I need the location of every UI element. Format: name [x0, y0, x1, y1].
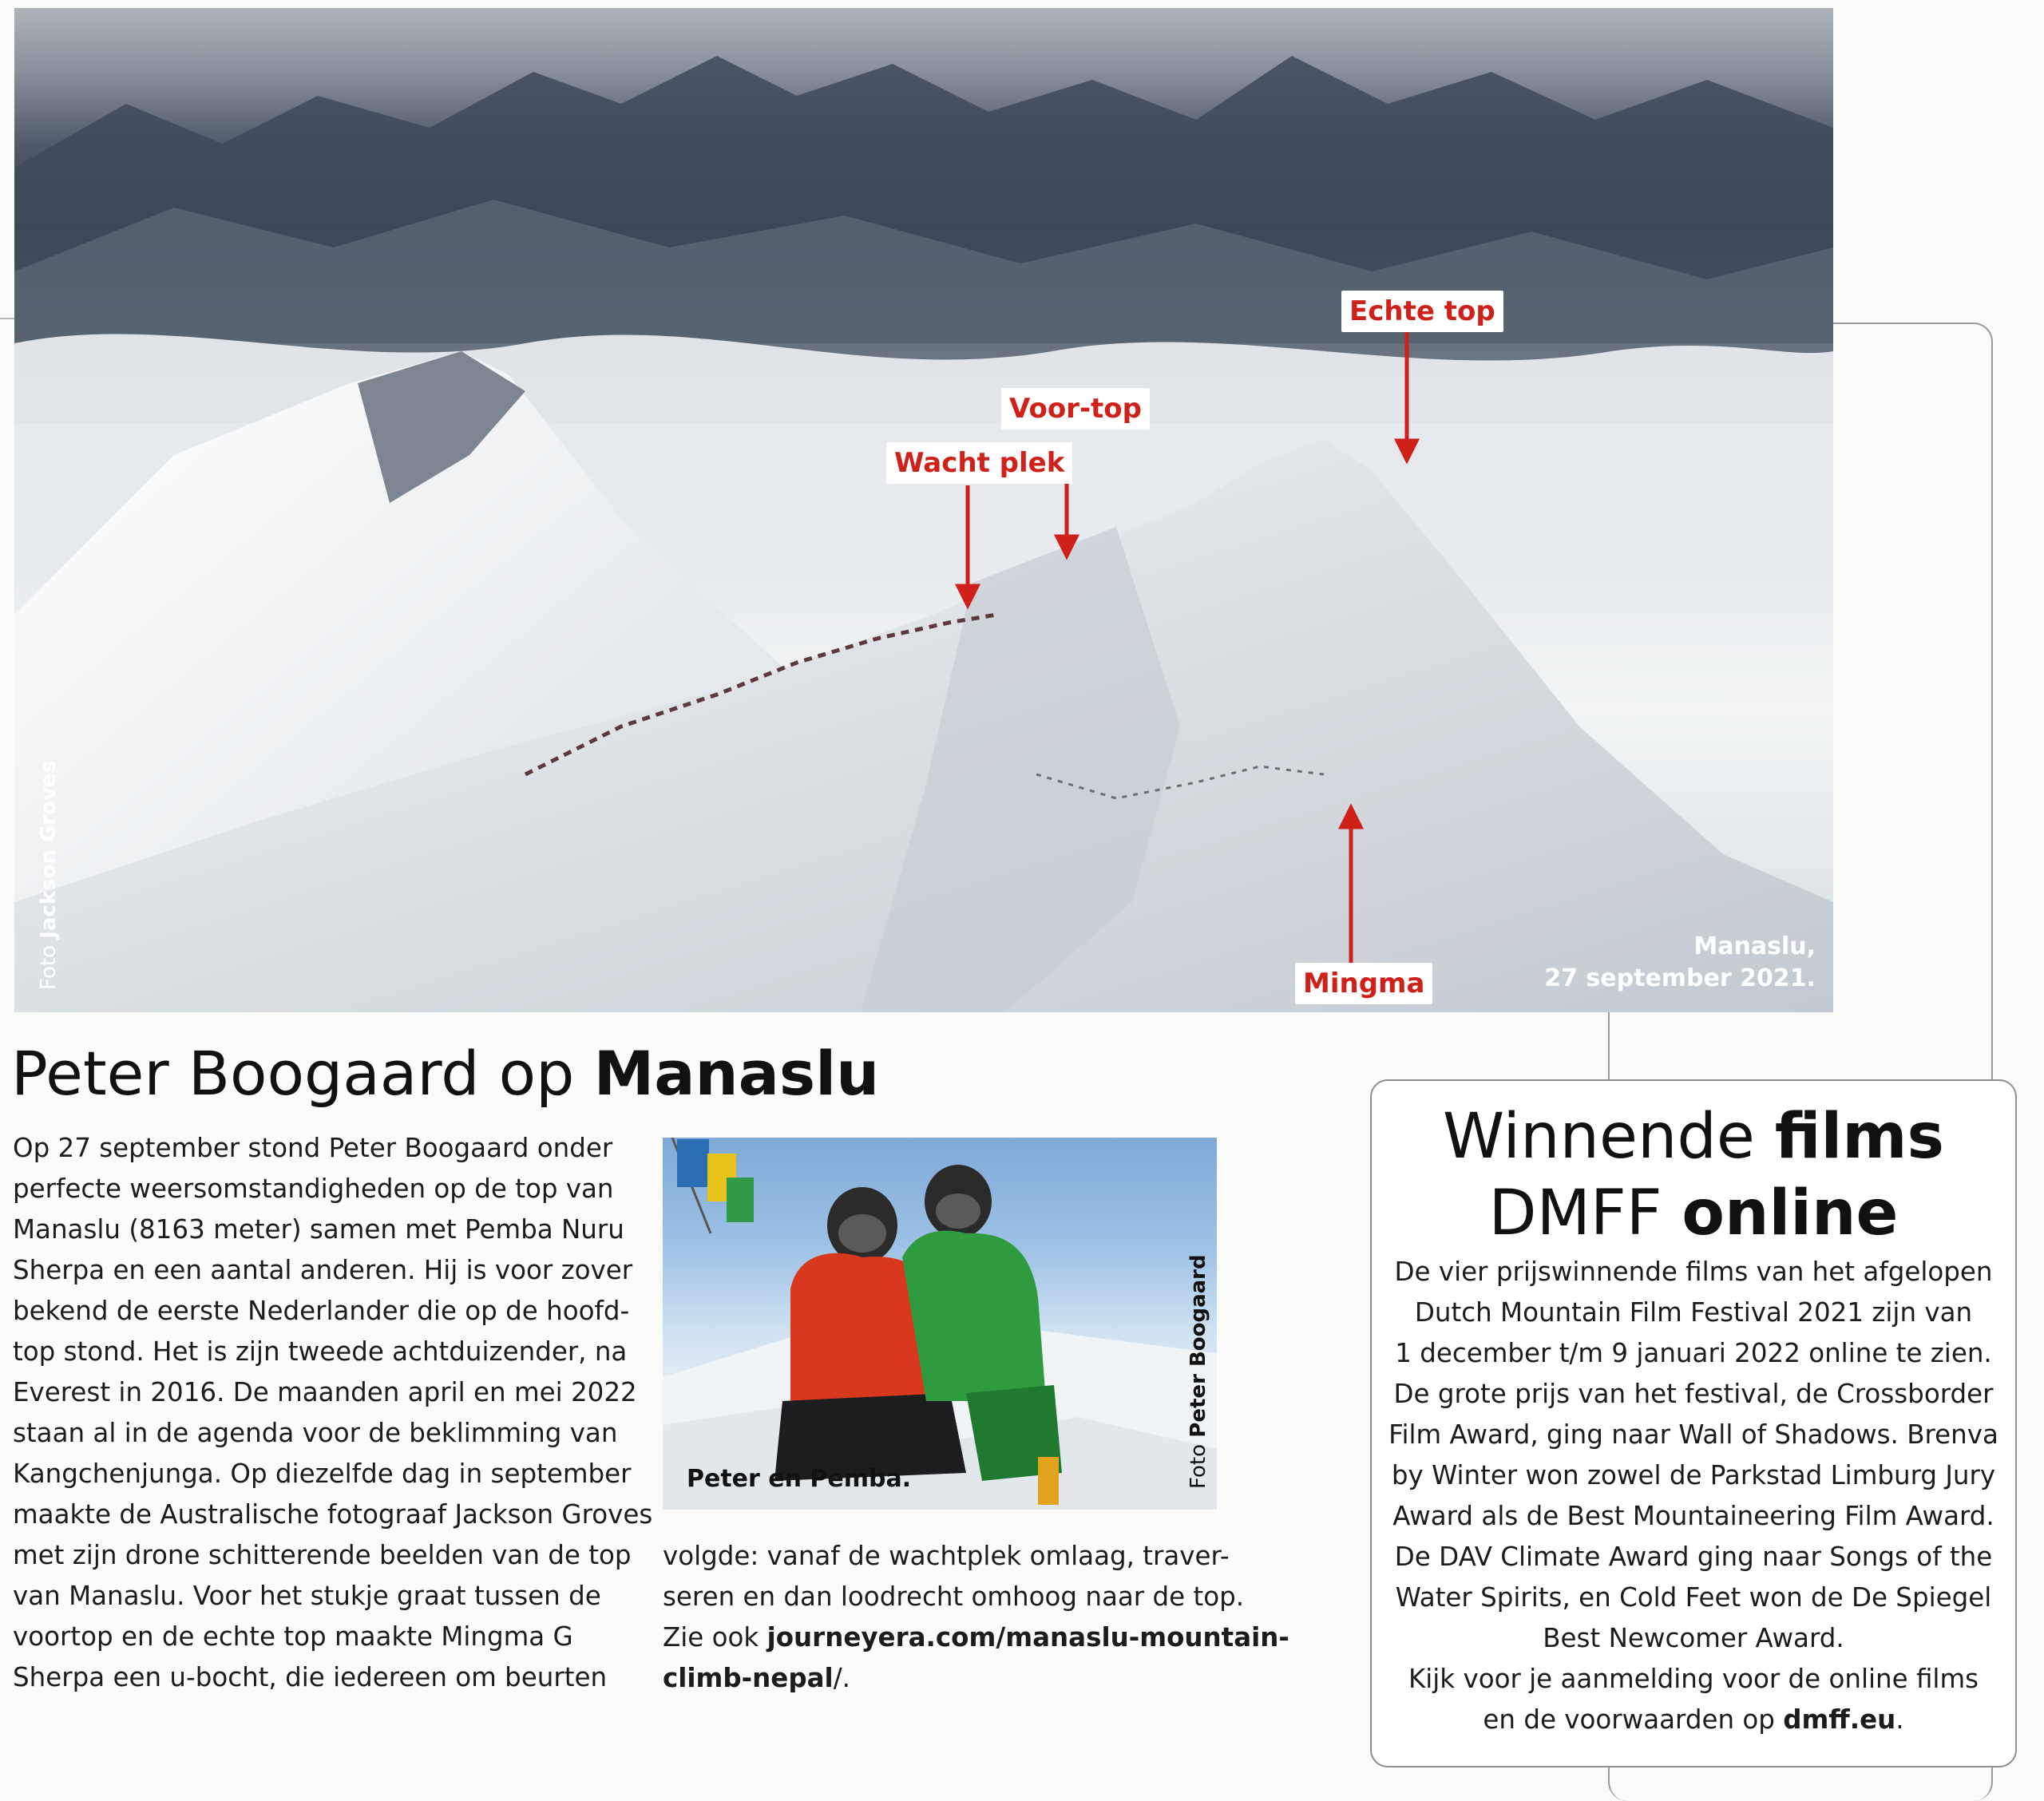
sidebar-link-dmff[interactable]: dmff.eu — [1783, 1704, 1896, 1735]
hero-caption — [1356, 931, 1816, 995]
article-link-continued[interactable]: climb-nepal — [663, 1663, 834, 1693]
article-line: maakte de Australische fotograaf Jackson Groves — [13, 1499, 653, 1530]
article-line: Sherpa en een aantal anderen. Hij is voor zover — [13, 1255, 633, 1285]
sidebar-link-line: en de voorwaarden op dmff.eu. — [1483, 1704, 1904, 1735]
article-line: perfecte weersomstandigheden op de top van — [13, 1174, 614, 1204]
sidebar-line: Award als de Best Mountaineering Film Award. — [1392, 1501, 1994, 1531]
article-column-2 — [663, 1536, 1289, 1699]
sidebar-line: De DAV Climate Award ging naar Songs of the — [1394, 1542, 1993, 1572]
sidebar-line: Water Spirits, en Cold Feet won de De Spiegel — [1395, 1582, 1992, 1613]
article-line: Manaslu (8163 meter) samen met Pemba Nuru — [13, 1214, 624, 1245]
article-link-line: Zie ook journeyera.com/manaslu-mountain- — [663, 1622, 1289, 1653]
article-line: Sherpa een u-bocht, die iedereen om beurten — [13, 1662, 608, 1692]
article-line: voortop en de echte top maakte Mingma G — [13, 1621, 573, 1652]
label-echte-top: Echte top — [1341, 291, 1503, 332]
hero-caption-line2: 27 september 2021. — [1544, 964, 1816, 992]
article-column-1 — [13, 1128, 653, 1698]
article-line: bekend de eerste Nederlander die op de hoofd- — [13, 1296, 630, 1326]
article-line: met zijn drone schitterende beelden van de top — [13, 1540, 632, 1570]
article-line: Everest in 2016. De maanden april en mei 2022 — [13, 1377, 637, 1407]
hero-caption-line1: Manaslu, — [1693, 932, 1816, 960]
article-line: staan al in de agenda voor de beklimming van — [13, 1418, 618, 1448]
article-line: van Manaslu. Voor het stukje graat tussen de — [13, 1581, 601, 1611]
sidebar-line: Film Award, ging naar Wall of Shadows. Brenva — [1388, 1419, 1998, 1450]
label-voor-top: Voor-top — [1001, 388, 1150, 429]
article-line: seren en dan loodrecht omhoog naar de top. — [663, 1581, 1245, 1612]
article-link[interactable]: journeyera.com/manaslu-mountain- — [766, 1622, 1289, 1653]
sidebar-box-dmff — [1370, 1079, 2017, 1767]
article-title: Peter Boogaard op Manaslu — [11, 1038, 880, 1109]
article-line: top stond. Het is zijn tweede achtduizender, na — [13, 1336, 628, 1367]
sidebar-line: Kijk voor je aanmelding voor de online films — [1408, 1664, 1979, 1694]
photo-caption: Peter en Pemba. — [687, 1465, 912, 1493]
article-line: Kangchenjunga. Op diezelfde dag in september — [13, 1459, 632, 1489]
label-mingma: Mingma — [1295, 963, 1432, 1004]
article-line: volgde: vanaf de wachtplek omlaag, traver- — [663, 1541, 1230, 1571]
sidebar-line: De vier prijswinnende films van het afgelopen — [1394, 1257, 1993, 1287]
article-line: Op 27 september stond Peter Boogaard onder — [13, 1133, 613, 1163]
photo-peter-en-pemba — [663, 1138, 1217, 1510]
sidebar-line: by Winter won zowel de Parkstad Limburg Jury — [1391, 1460, 1996, 1490]
photo-credit: Foto Peter Boogaard — [1186, 1254, 1210, 1489]
label-wacht-plek: Wacht plek — [886, 442, 1072, 484]
sidebar-body — [1372, 1252, 2015, 1740]
hero-photo-manaslu — [14, 8, 1833, 1012]
sidebar-line: Dutch Mountain Film Festival 2021 zijn van — [1414, 1297, 1973, 1328]
sidebar-line: Best Newcomer Award. — [1543, 1623, 1844, 1653]
hero-photo-credit: Foto Jackson Groves — [37, 760, 61, 990]
hero-photo-illustration — [14, 8, 1833, 1012]
sidebar-line: 1 december t/m 9 januari 2022 online te zien. — [1395, 1338, 1992, 1368]
article-link-line: climb-nepal/. — [663, 1663, 850, 1693]
sidebar-title: Winnende films DMFF online — [1443, 1101, 1944, 1249]
sidebar-line: De grote prijs van het festival, de Crossborder — [1393, 1379, 1994, 1409]
small-photo-illustration — [663, 1138, 1217, 1510]
